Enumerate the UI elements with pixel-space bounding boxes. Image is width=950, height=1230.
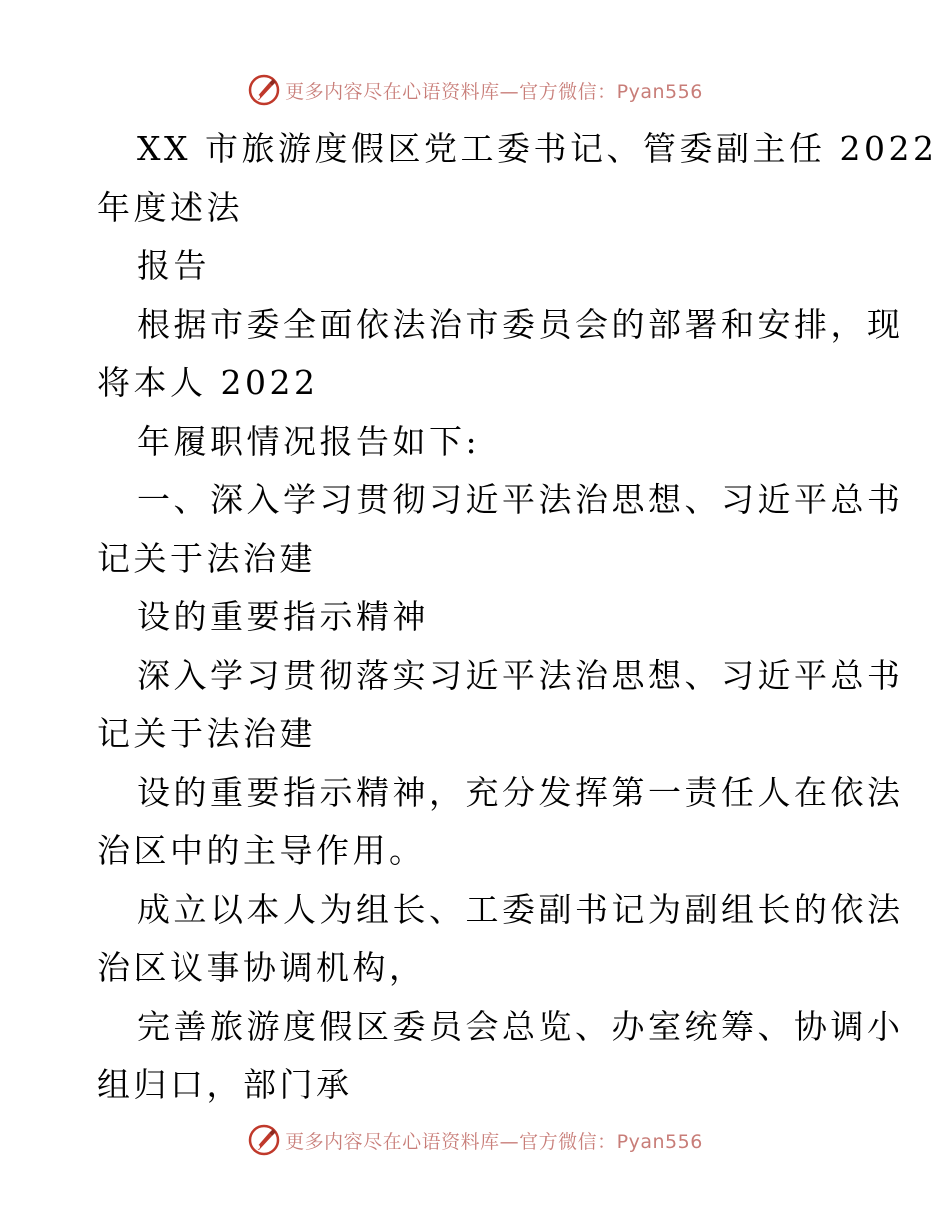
- document-line: 年履职情况报告如下:: [137, 421, 481, 461]
- document-line: 一、深入学习贯彻习近平法治思想、习近平总书: [137, 480, 904, 519]
- document-line: 年度述法: [97, 187, 243, 227]
- document-line: 深入学习贯彻落实习近平法治思想、习近平总书: [137, 655, 904, 695]
- document-line: 将本人 2022: [97, 363, 319, 402]
- document-line: 组归口，部门承: [97, 1065, 353, 1104]
- document-line: 设的重要指示精神: [137, 597, 429, 636]
- pen-logo-icon: [247, 1123, 281, 1157]
- footer-watermark-banner: [0, 1120, 950, 1160]
- document-line: 治区议事协调机构，: [97, 948, 426, 987]
- document-line: XX 市旅游度假区党工委书记、管委副主任 2022: [137, 129, 938, 168]
- document-body: [97, 120, 938, 1115]
- watermark-text: 更多内容尽在心语资料库—官方微信：Pyan556: [285, 1130, 703, 1153]
- document-line: 记关于法治建: [97, 714, 316, 753]
- document-line: 设的重要指示精神，充分发挥第一责任人在依法: [137, 772, 904, 812]
- document-line: 完善旅游度假区委员会总览、办室统筹、协调小: [137, 1006, 904, 1046]
- document-line: 根据市委全面依法治市委员会的部署和安排，现: [137, 304, 904, 344]
- pen-logo-icon: [247, 73, 281, 107]
- document-line: 治区中的主导作用。: [97, 831, 426, 870]
- document-line: 报告: [137, 246, 210, 285]
- header-watermark-banner: [0, 70, 950, 110]
- document-line: 成立以本人为组长、工委副书记为副组长的依法: [137, 889, 904, 929]
- document-line: 记关于法治建: [97, 538, 316, 578]
- watermark-text: 更多内容尽在心语资料库—官方微信：Pyan556: [285, 80, 703, 103]
